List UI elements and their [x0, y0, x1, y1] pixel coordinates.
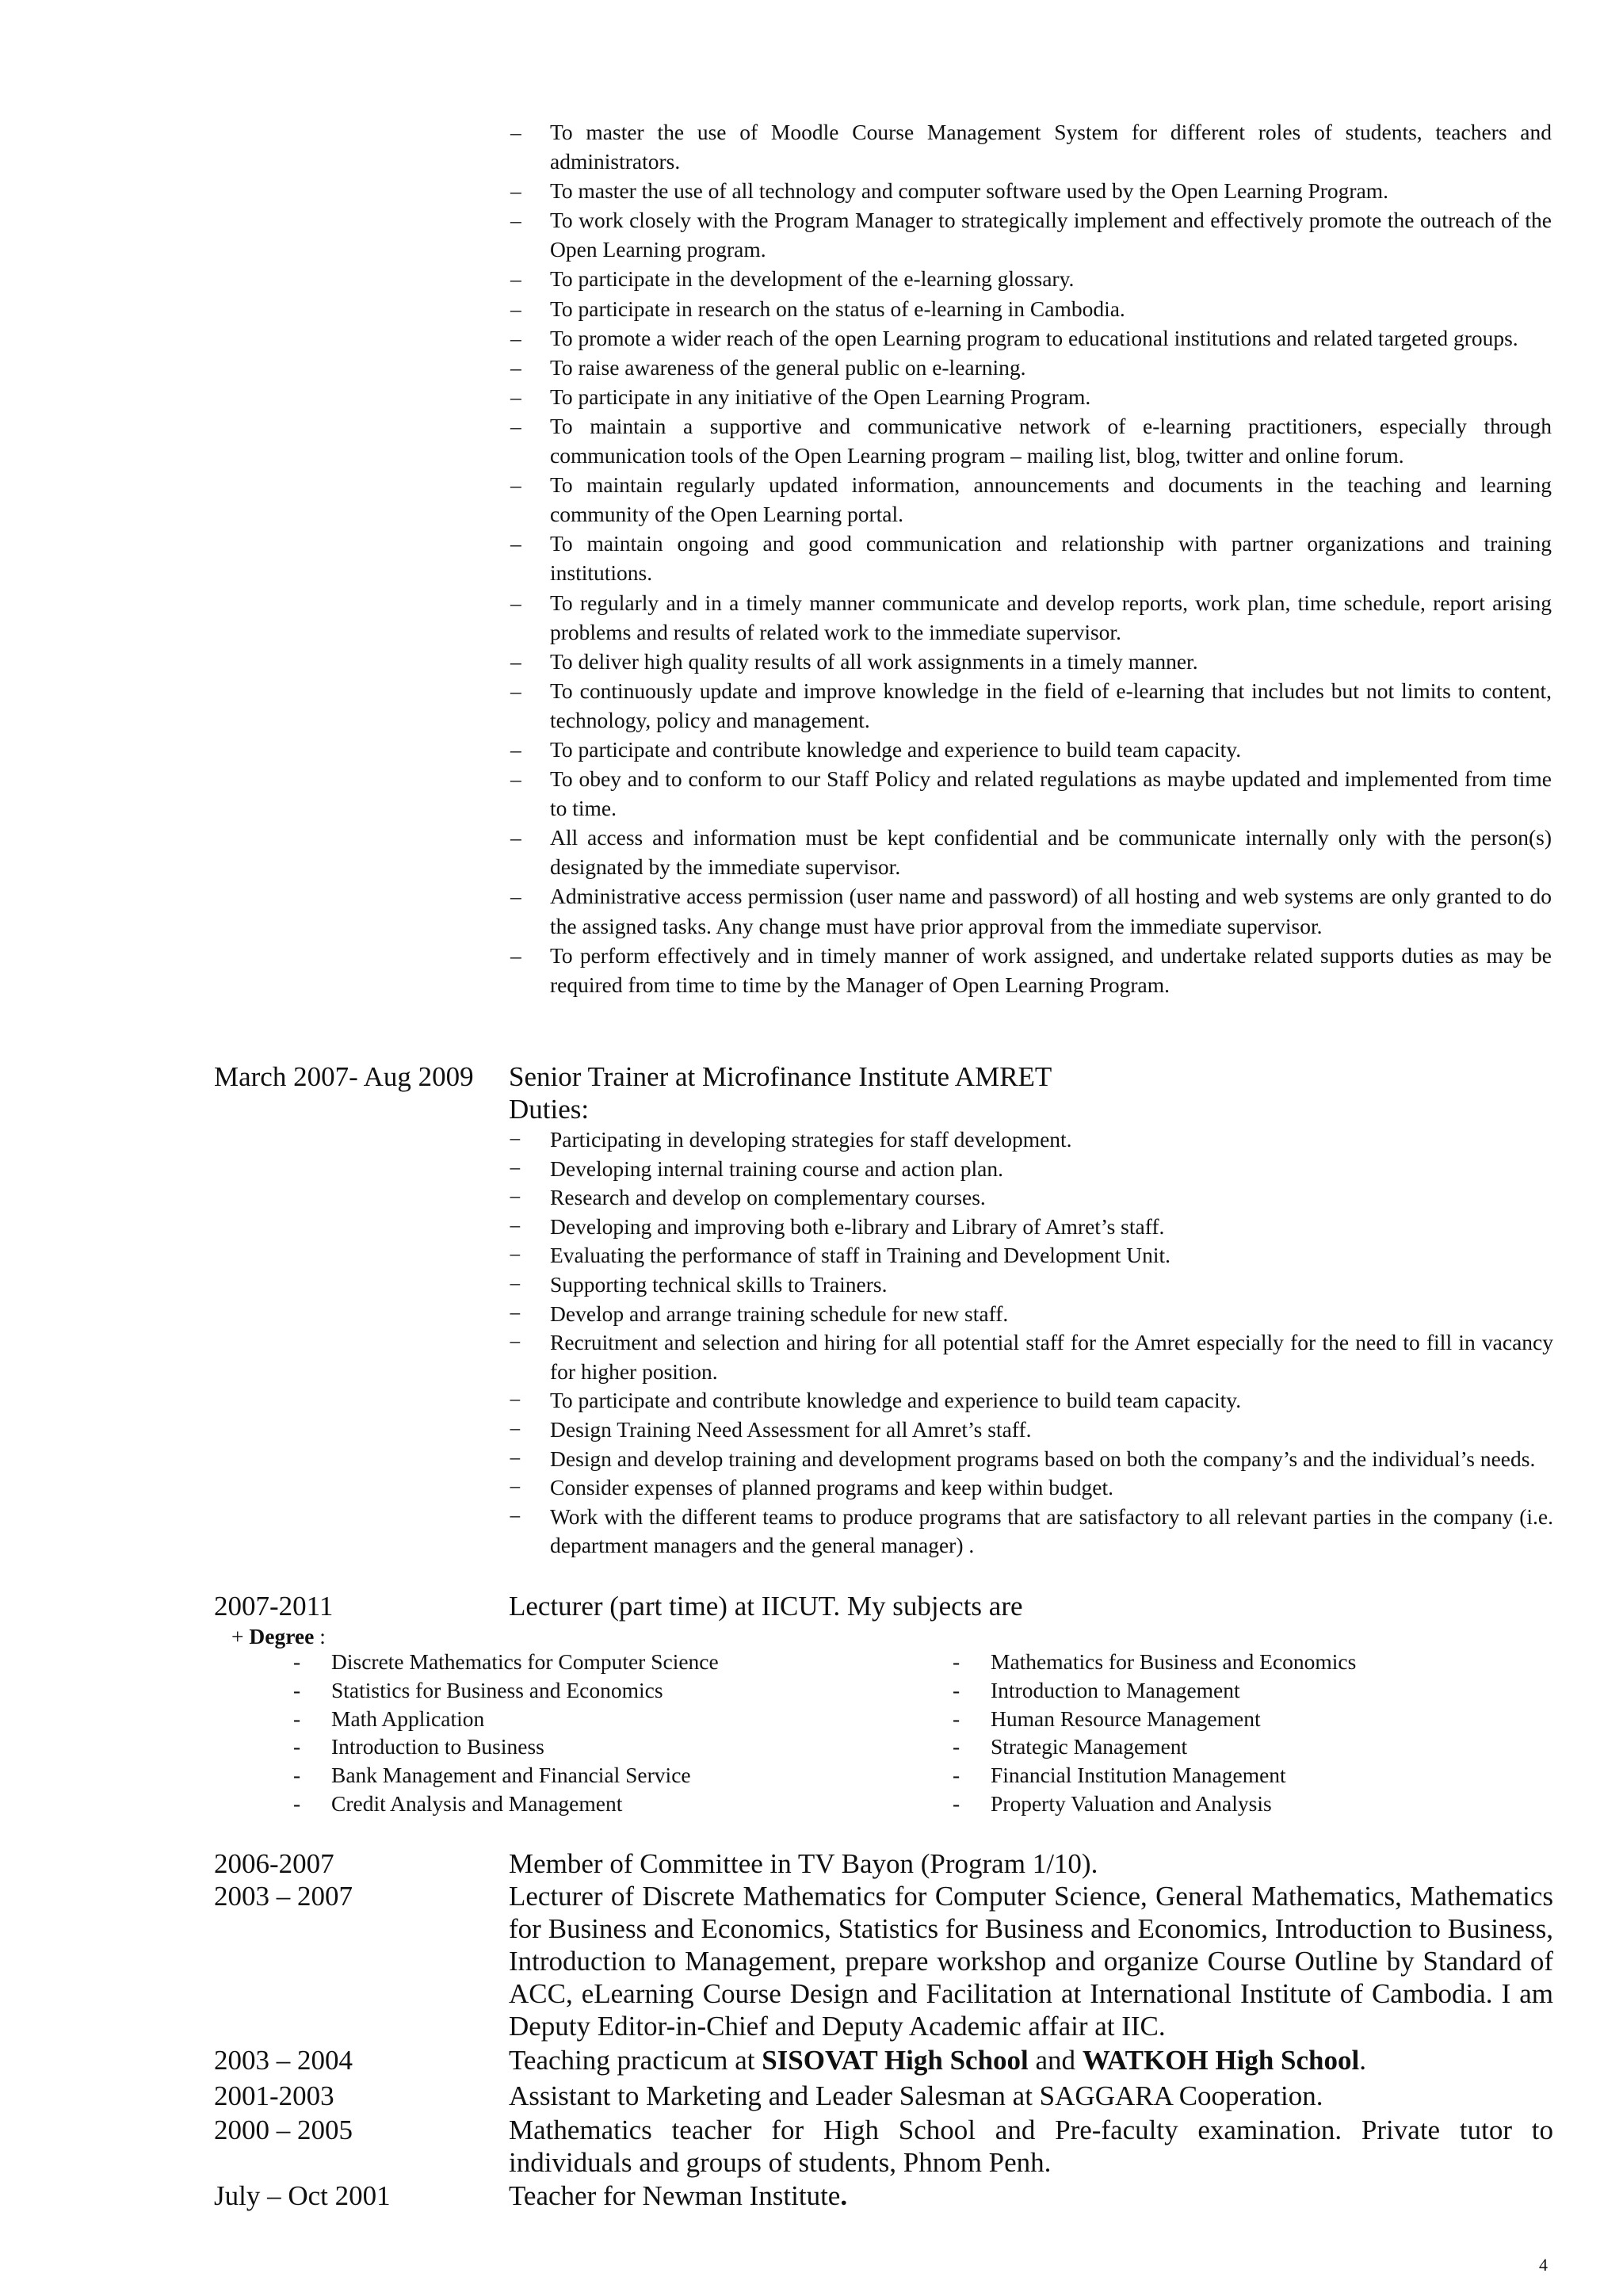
duty-item: – To work closely with the Program Manager to strategically implement and effectively promote the outreach of the Open Learning program.	[506, 205, 1552, 264]
duty-item: − Participating in developing strategies for staff development.	[509, 1125, 1553, 1155]
duties-label: Duties:	[509, 1094, 590, 1125]
page-number: 4	[1539, 2255, 1548, 2275]
duty-item: − Research and develop on complementary courses.	[509, 1183, 1553, 1213]
duty-item: – To raise awareness of the general public on e-learning.	[506, 353, 1552, 382]
text-part: and	[1028, 2045, 1083, 2076]
duty-item: – To deliver high quality results of all work assignments in a timely manner.	[506, 647, 1552, 676]
duty-item: – To participate in research on the status of e-learning in Cambodia.	[506, 294, 1552, 323]
subject-item: - Strategic Management	[953, 1733, 1555, 1761]
job-date: 2003 – 2004	[214, 2045, 353, 2076]
duty-item: − Supporting technical skills to Trainers.	[509, 1270, 1553, 1300]
degree-prefix: +	[231, 1624, 250, 1648]
duty-item: – To master the use of all technology and computer software used by the Open Learning Program.	[506, 176, 1552, 205]
duty-item: − To participate and contribute knowledge and experience to build team capacity.	[509, 1386, 1553, 1415]
job-date: March 2007- Aug 2009	[214, 1061, 474, 1092]
job-lead: Lecturer	[509, 1881, 603, 1912]
duty-item: – To continuously update and improve knowledge in the field of e-learning that includes but not limits to content, technology, policy and management.	[506, 676, 1552, 735]
job-title: Senior Trainer at Microfinance Institute AMRET	[509, 1061, 1052, 1092]
text-part: .	[840, 2180, 848, 2211]
job-date: 2003 – 2007	[214, 1881, 353, 1912]
school-name: WATKOH High School	[1082, 2045, 1360, 2076]
job-date: 2001-2003	[214, 2080, 334, 2111]
subject-item: - Property Valuation and Analysis	[953, 1790, 1555, 1818]
job-text	[509, 2179, 1553, 2212]
duty-item: – To maintain ongoing and good communication and relationship with partner organizations and training institutions.	[506, 529, 1552, 587]
text-part: Teacher for Newman Institute	[509, 2180, 841, 2211]
job-text: Assistant to Marketing and Leader Salesman at SAGGARA Cooperation.	[509, 2080, 1323, 2111]
duty-item: − Consider expenses of planned programs and keep within budget.	[509, 1473, 1553, 1503]
duty-item: – To maintain a supportive and communicative network of e-learning practitioners, especially through communication tools of the Open Learning program – mailing list, blog, twitter and online forum.	[506, 411, 1552, 470]
amret-duties-list	[509, 1125, 1553, 1561]
job-text: Mathematics teacher for High School and Pre-faculty examination. Private tutor to individuals and groups of students, Phnom Penh.	[509, 2115, 1553, 2178]
degree-suffix: :	[314, 1624, 326, 1648]
duty-item: – To master the use of Moodle Course Management System for different roles of students, teachers and administrators.	[506, 117, 1552, 176]
job-detail: of Discrete Mathematics for Computer Science, General Mathematics, Mathematics for Business and Economics, Statistics for Business and Economics, Introduction to Business, Introduction to Management, prepare workshop and organize Course Outline by Standard of ACC, eLearning Course Design and Facilitation at International Institute of Cambodia. I am Deputy Editor-in-Chief and Deputy Academic affair at IIC.	[509, 1881, 1553, 2042]
subject-item: - Discrete Mathematics for Computer Science	[293, 1648, 927, 1676]
job-date: 2000 – 2005	[214, 2115, 353, 2145]
job-date: July – Oct 2001	[214, 2180, 391, 2211]
duty-item: − Developing and improving both e-library and Library of Amret’s staff.	[509, 1213, 1553, 1242]
job-text: Member of Committee in TV Bayon (Program 1/10).	[509, 1848, 1098, 1879]
duty-item: – To participate and contribute knowledge and experience to build team capacity.	[506, 735, 1552, 764]
duty-item: − Develop and arrange training schedule for new staff.	[509, 1300, 1553, 1329]
job-text	[509, 2044, 1553, 2076]
subject-item: - Bank Management and Financial Service	[293, 1761, 927, 1790]
duty-item: – To regularly and in a timely manner communicate and develop reports, work plan, time schedule, report arising problems and results of related work to the immediate supervisor.	[506, 588, 1552, 647]
open-learning-duties-list	[506, 117, 1552, 999]
duty-item: – To participate in any initiative of the Open Learning Program.	[506, 382, 1552, 411]
subject-item: - Human Resource Management	[953, 1705, 1555, 1733]
degree-heading: Degree	[249, 1624, 315, 1648]
job-body	[509, 1060, 1553, 1561]
subject-item: - Math Application	[293, 1705, 927, 1733]
subject-item: - Mathematics for Business and Economics	[953, 1648, 1555, 1676]
subject-item: - Financial Institution Management	[953, 1761, 1555, 1790]
text-part: .	[1359, 2045, 1366, 2076]
duty-item: – To obey and to conform to our Staff Policy and related regulations as maybe updated and implemented from time to time.	[506, 764, 1552, 823]
degree-label	[231, 1622, 326, 1651]
subject-item: - Introduction to Business	[293, 1733, 927, 1761]
text-part: Teaching practicum at	[509, 2045, 762, 2076]
subject-item: - Credit Analysis and Management	[293, 1790, 927, 1818]
subject-item: - Introduction to Management	[953, 1676, 1555, 1705]
duty-item: – Administrative access permission (user name and password) of all hosting and web systems are only granted to do the assigned tasks. Any change must have prior approval from the immediate supervisor.	[506, 881, 1552, 940]
duty-item: − Developing internal training course and action plan.	[509, 1155, 1553, 1184]
duty-item: − Design and develop training and development programs based on both the company’s and the individual’s needs.	[509, 1445, 1553, 1474]
duty-item: − Design Training Need Assessment for all Amret’s staff.	[509, 1415, 1553, 1445]
subjects-left-list	[293, 1648, 927, 1818]
job-date: 2007-2011	[214, 1591, 334, 1622]
duty-item: – To maintain regularly updated information, announcements and documents in the teaching and learning community of the Open Learning portal.	[506, 470, 1552, 529]
job-text	[509, 1880, 1553, 2042]
duty-item: – To perform effectively and in timely manner of work assigned, and undertake related supports duties as may be required from time to time by the Manager of Open Learning Program.	[506, 941, 1552, 999]
subject-item: - Statistics for Business and Economics	[293, 1676, 927, 1705]
job-title: Lecturer (part time) at IICUT. My subjects are	[509, 1591, 1023, 1622]
duty-item: – To participate in the development of the e-learning glossary.	[506, 264, 1552, 293]
duty-item: − Work with the different teams to produce programs that are satisfactory to all relevant parties in the company (i.e. department managers and the general manager) .	[509, 1503, 1553, 1561]
duty-item: − Evaluating the performance of staff in Training and Development Unit.	[509, 1241, 1553, 1270]
job-date: 2006-2007	[214, 1848, 334, 1879]
duty-item: – To promote a wider reach of the open Learning program to educational institutions and related targeted groups.	[506, 323, 1552, 353]
duty-item: − Recruitment and selection and hiring for all potential staff for the Amret especially for the need to fill in vacancy for higher position.	[509, 1328, 1553, 1386]
school-name: SISOVAT High School	[762, 2045, 1029, 2076]
subjects-right-list	[953, 1648, 1555, 1818]
duty-item: – All access and information must be kept confidential and be communicate internally only with the person(s) designated by the immediate supervisor.	[506, 823, 1552, 881]
